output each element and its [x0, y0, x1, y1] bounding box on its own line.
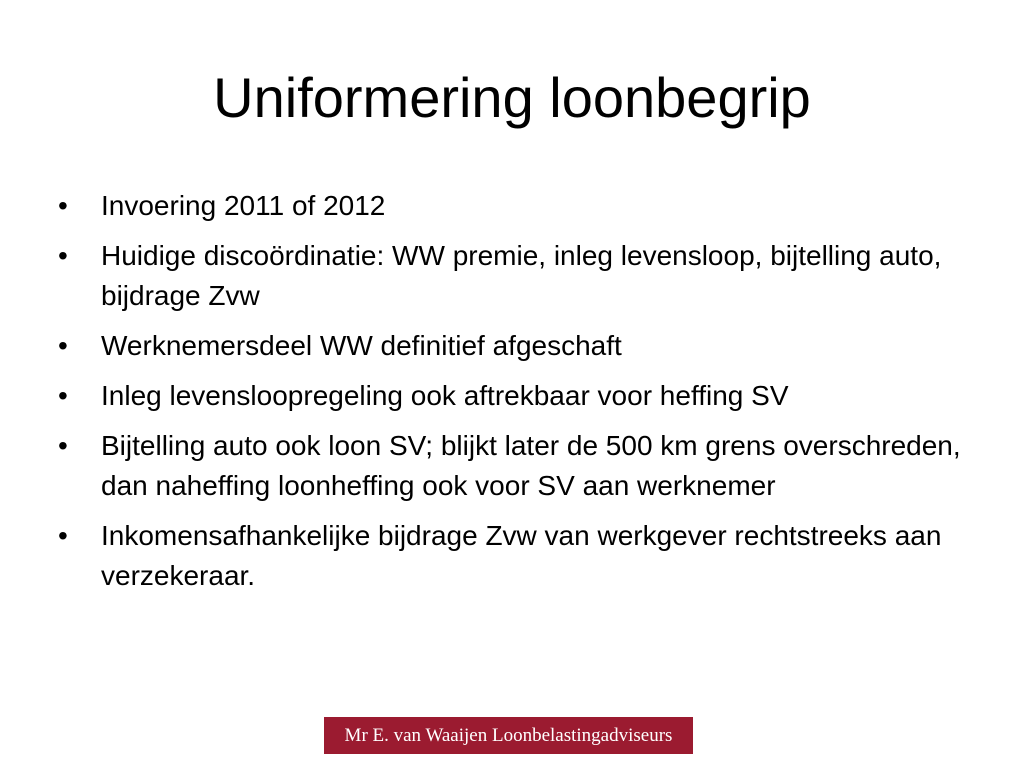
bullet-marker: • [58, 380, 68, 411]
bullet-text: Werknemersdeel WW definitief afgeschaft [101, 330, 622, 361]
bullet-text: Inleg levensloopregeling ook aftrekbaar voor heffing SV [101, 380, 789, 411]
bullet-text: Bijtelling auto ook loon SV; blijkt later de 500 km grens overschreden, dan naheffing loonheffing ook voor SV aan werknemer [101, 430, 961, 501]
bullet-text: Invoering 2011 of 2012 [101, 190, 386, 221]
slide-title: Uniformering loonbegrip [213, 66, 811, 129]
bullet-item [58, 376, 978, 416]
bullet-marker: • [58, 240, 68, 271]
bullet-item [58, 186, 978, 226]
footer-text: Mr E. van Waaijen Loonbelastingadviseurs [344, 724, 673, 746]
footer-badge [324, 717, 693, 754]
bullet-marker: • [58, 190, 68, 221]
bullet-item [58, 516, 978, 596]
bullet-marker: • [58, 520, 68, 551]
bullet-text: Huidige discoördinatie: WW premie, inleg levensloop, bijtelling auto, bijdrage Zvw [101, 240, 942, 311]
bullet-marker: • [58, 330, 68, 361]
bullet-item [58, 326, 978, 366]
bullet-text: Inkomensafhankelijke bijdrage Zvw van werkgever rechtstreeks aan verzekeraar. [101, 520, 942, 591]
bullet-marker: • [58, 430, 68, 461]
bullet-item [58, 236, 978, 316]
bullet-item [58, 426, 978, 506]
bullet-list [58, 186, 978, 606]
